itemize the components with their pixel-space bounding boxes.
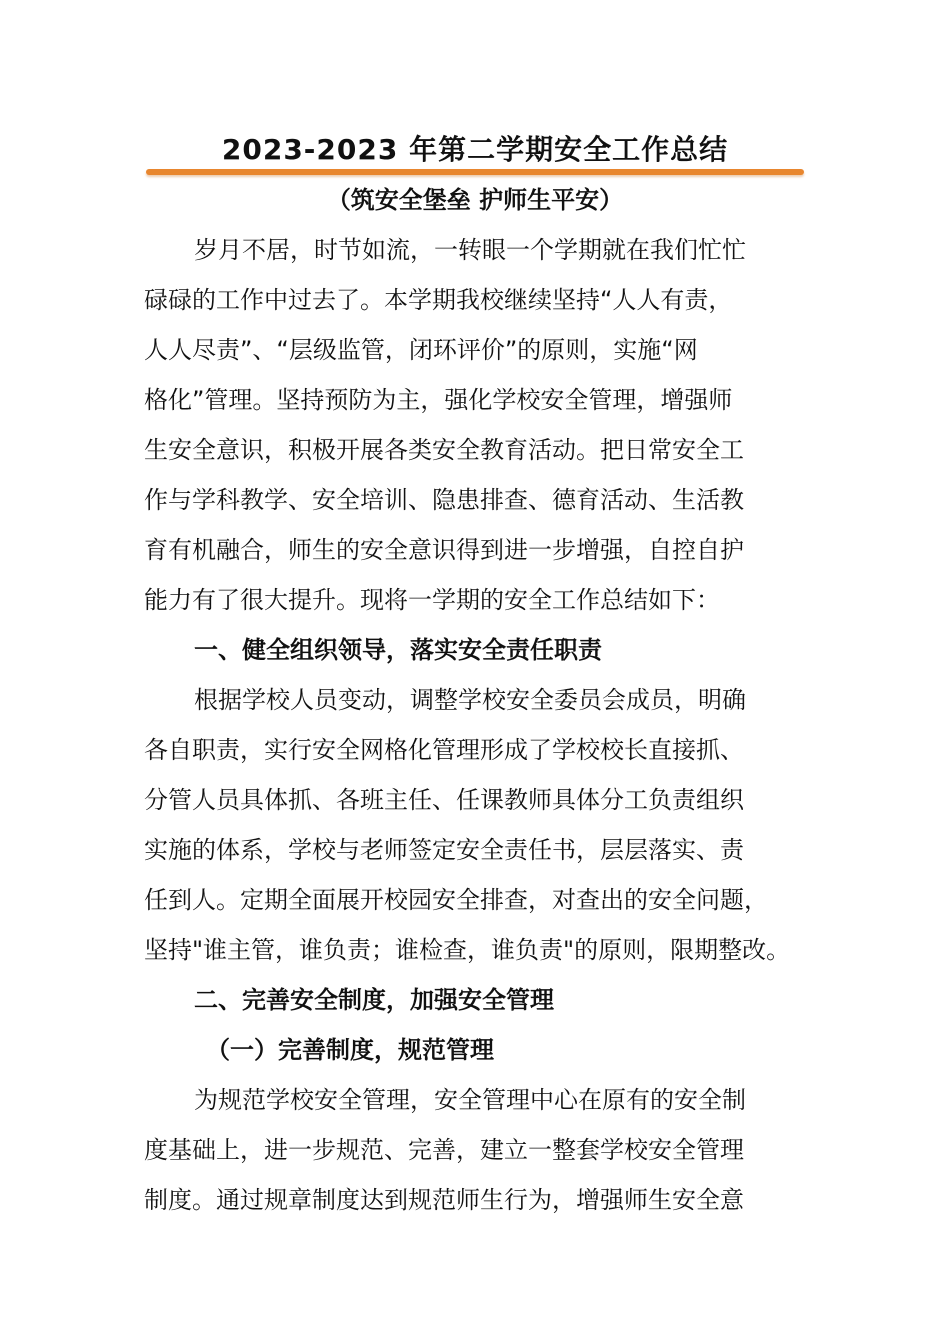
document-title: 2023-2023 年第二学期安全工作总结	[221, 133, 729, 166]
paragraph-line: 生安全意识，积极开展各类安全教育活动。把日常安全工	[144, 436, 744, 464]
paragraph-line: 制度。通过规章制度达到规范师生行为，增强师生安全意	[144, 1186, 744, 1214]
title-underline	[146, 169, 804, 175]
paragraph-line: 坚持"谁主管，谁负责；谁检查，谁负责"的原则，限期整改。	[144, 936, 791, 964]
subsection-heading: （一）完善制度，规范管理	[206, 1036, 494, 1064]
paragraph-line: 岁月不居，时节如流，一转眼一个学期就在我们忙忙	[194, 236, 746, 264]
paragraph-line: 作与学科教学、安全培训、隐患排查、德育活动、生活教	[144, 486, 744, 514]
paragraph-line: 实施的体系，学校与老师签定安全责任书，层层落实、责	[144, 836, 744, 864]
paragraph-line: 为规范学校安全管理，安全管理中心在原有的安全制	[194, 1086, 746, 1114]
paragraph-line: 能力有了很大提升。现将一学期的安全工作总结如下：	[144, 586, 720, 614]
paragraph-line: 根据学校人员变动，调整学校安全委员会成员，明确	[194, 686, 746, 714]
paragraph-line: 各自职责，实行安全网格化管理形成了学校校长直接抓、	[144, 736, 744, 764]
paragraph-line: 任到人。定期全面展开校园安全排查，对查出的安全问题，	[144, 886, 768, 914]
section-heading: 二、完善安全制度，加强安全管理	[194, 986, 554, 1014]
section-heading: 一、健全组织领导，落实安全责任职责	[194, 636, 602, 664]
paragraph-line: 度基础上，进一步规范、完善，建立一整套学校安全管理	[144, 1136, 744, 1164]
paragraph-line: 育有机融合，师生的安全意识得到进一步增强，自控自护	[144, 536, 744, 564]
paragraph-line: 人人尽责”、“层级监管，闭环评价”的原则，实施“网	[144, 336, 698, 364]
paragraph-line: 碌碌的工作中过去了。本学期我校继续坚持“人人有责，	[144, 286, 733, 314]
paragraph-line: 格化”管理。坚持预防为主，强化学校安全管理，增强师	[144, 386, 733, 414]
paragraph-line: 分管人员具体抓、各班主任、任课教师具体分工负责组织	[144, 786, 744, 814]
document-subtitle: （筑安全堡垒 护师生平安）	[326, 186, 624, 214]
